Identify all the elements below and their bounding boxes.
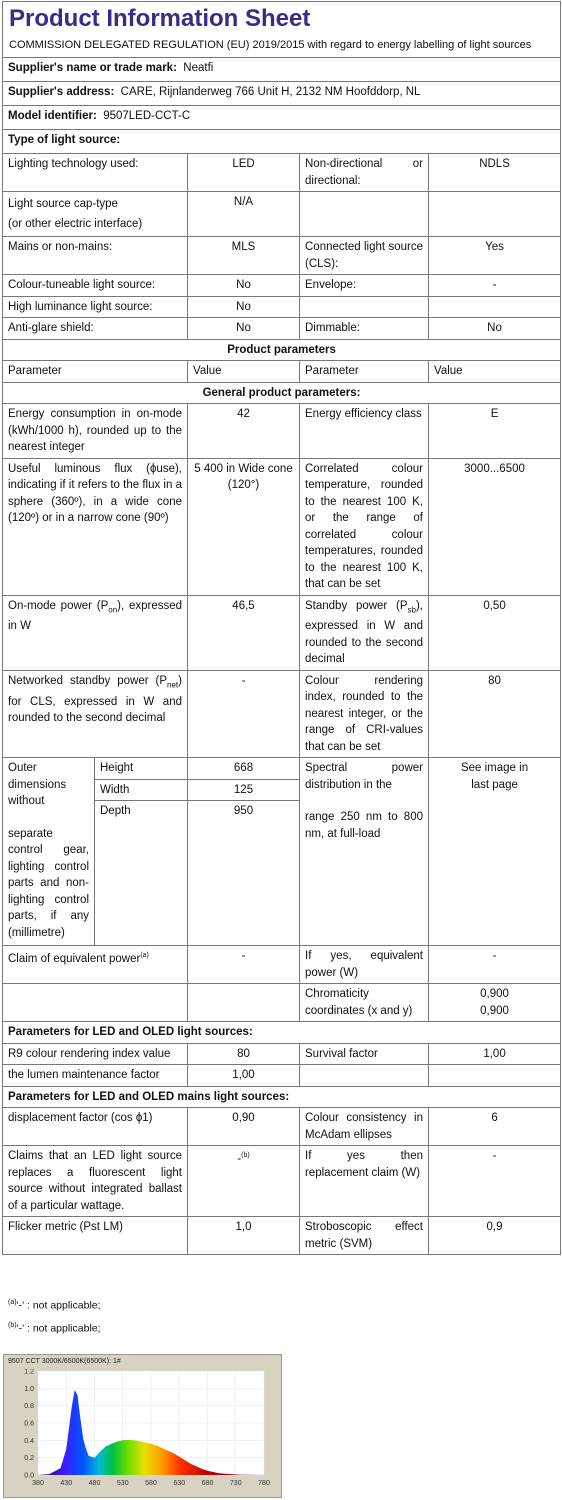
anti-glare-value: No — [188, 318, 300, 340]
x-tick-label: 730 — [229, 1480, 242, 1487]
r9-value: 80 — [188, 1043, 300, 1065]
page-title: Product Information Sheet — [9, 5, 311, 32]
spd-label: Spectral power distribution in the range 250 nm to 800 nm, at full-load — [300, 758, 429, 946]
y-tick-label: 0.4 — [24, 1437, 34, 1445]
x-tick-label: 580 — [145, 1480, 157, 1487]
product-information-sheet — [2, 1, 560, 1255]
replacement-claim-label: If yes then replacement claim (W) — [300, 1146, 429, 1217]
dir-label: Non-directional or directional: — [300, 154, 429, 192]
cct-value: 3000...6500 — [429, 458, 561, 595]
supplier-address: CARE, Rijnlanderweg 766 Unit H, 2132 NM Hoofddorp, NL — [120, 86, 421, 98]
displacement-value: 0,90 — [188, 1108, 300, 1146]
survival-label: Survival factor — [300, 1043, 429, 1065]
chart-title: 9507 CCT 3000K/6500K(6500K): 1# — [8, 1358, 121, 1365]
tune-label: Colour-tuneable light source: — [3, 275, 188, 297]
chromaticity-label: Chromaticity coordinates (x and y) — [300, 984, 429, 1022]
on-mode-power-value: 46,5 — [188, 595, 300, 670]
y-tick-label: 0.6 — [24, 1420, 34, 1428]
stroboscopic-label: Stroboscopic effect metric (SVM) — [300, 1217, 429, 1255]
dir-value: NDLS — [429, 154, 561, 192]
y-tick-label: 1.2 — [24, 1369, 34, 1376]
flicker-value: 1,0 — [188, 1217, 300, 1255]
tune-value: No — [188, 275, 300, 297]
height-label: Height — [95, 758, 188, 780]
lumen-maintenance-value: 1,00 — [188, 1065, 300, 1087]
y-tick-label: 0.0 — [24, 1472, 34, 1480]
cct-label: Correlated colour temperature, rounded to the nearest 100 K, or the range of correlated colour temperatures, rounded to the nearest 100 K, that can be set — [300, 458, 429, 595]
width-label: Width — [95, 779, 188, 801]
x-tick-label: 680 — [201, 1480, 214, 1487]
footnote-a: $^{(a)}$'-' : not applicable; — [8, 1299, 101, 1312]
efficiency-class-value: E — [429, 404, 561, 459]
supplier-name: Neatfi — [183, 62, 214, 74]
mains-heading: Parameters for LED and OLED mains light sources: — [3, 1086, 561, 1108]
mains-value: MLS — [188, 237, 300, 275]
col-header-value: Value — [188, 361, 300, 383]
displacement-label: displacement factor (cos ϕ1) — [3, 1108, 188, 1146]
chromaticity-value: 0,900 0,900 — [429, 984, 561, 1022]
flicker-label: Flicker metric (Pst LM) — [3, 1217, 188, 1255]
cap-value: N/A — [188, 192, 300, 237]
led-heading: Parameters for LED and OLED light sources: — [3, 1022, 561, 1044]
claims-value: -$^{(b)}$ — [188, 1146, 300, 1217]
networked-standby-value: - — [188, 670, 300, 758]
x-tick-label: 630 — [173, 1480, 186, 1487]
colour-consistency-value: 6 — [429, 1108, 561, 1146]
tech-label: Lighting technology used: — [3, 154, 188, 192]
supplier-address-label: Supplier's address: — [8, 86, 115, 98]
supplier-name-label: Supplier's name or trade mark: — [8, 62, 177, 74]
cri-label: Colour rendering index, rounded to the nearest integer, or the range of CRI-values that can be set — [300, 670, 429, 758]
equivalent-power-label: Claim of equivalent power$^{(a)}$ — [3, 946, 188, 984]
r9-label: R9 colour rendering index value — [3, 1043, 188, 1065]
general-heading: General product parameters: — [3, 382, 561, 404]
lumen-maintenance-label: the lumen maintenance factor — [3, 1065, 188, 1087]
mains-label: Mains or non-mains: — [3, 237, 188, 275]
high-luminance-label: High luminance light source: — [3, 296, 188, 318]
dimensions-label: Outer dimensions without separate control gear, lighting control parts and non-lighting control parts, if any (millimetre) — [3, 758, 95, 946]
footnote-b: $^{(b)}$'-' : not applicable; — [8, 1321, 101, 1334]
envelope-label: Envelope: — [300, 275, 429, 297]
colour-consistency-label: Colour consistency in McAdam ellipses — [300, 1108, 429, 1146]
cap-label-2: (or other electric interface) — [8, 218, 143, 230]
equivalent-power-value: - — [188, 946, 300, 984]
cap-label-1: Light source cap-type — [8, 198, 118, 210]
dimmable-label: Dimmable: — [300, 318, 429, 340]
x-tick-label: 530 — [116, 1480, 129, 1487]
y-tick-label: 0.8 — [24, 1403, 34, 1411]
y-tick-label: 0.2 — [24, 1455, 34, 1463]
product-parameters-heading: Product parameters — [3, 339, 561, 361]
claims-label: Claims that an LED light source replaces a fluorescent light source without integrated ballast of a particular wattage. — [3, 1146, 188, 1217]
replacement-claim-value: - — [429, 1146, 561, 1217]
footnotes — [8, 1293, 101, 1338]
height-value: 668 — [188, 758, 300, 780]
cri-value: 80 — [429, 670, 561, 758]
type-heading: Type of light source: — [3, 130, 561, 154]
spectral-distribution-chart — [3, 1354, 282, 1498]
standby-power-label: Standby power $(P_{sb})$, expressed in W and rounded to the second decimal — [300, 595, 429, 670]
y-tick-label: 1.0 — [24, 1385, 34, 1393]
cls-value: Yes — [429, 237, 561, 275]
survival-value: 1,00 — [429, 1043, 561, 1065]
on-mode-power-label: On-mode power $(P_{on})$, expressed in W — [3, 595, 188, 670]
regulation-text: COMMISSION DELEGATED REGULATION (EU) 2019/2015 with regard to energy labelling of light sources — [9, 39, 532, 51]
standby-power-value: 0,50 — [429, 595, 561, 670]
spectrum-plot — [6, 1369, 277, 1494]
equivalent-w-label: If yes, equivalent power (W) — [300, 946, 429, 984]
anti-glare-label: Anti-glare shield: — [3, 318, 188, 340]
width-value: 125 — [188, 779, 300, 801]
luminous-flux-value: 5 400 in Wide cone (120°) — [188, 458, 300, 595]
col-header-value-2: Value — [429, 361, 561, 383]
dimmable-value: No — [429, 318, 561, 340]
envelope-value: - — [429, 275, 561, 297]
luminous-flux-label: Useful luminous flux (ϕuse), indicating if it refers to the flux in a sphere (360º), in a wide cone (120º) or in a narrow cone (90º) — [3, 458, 188, 595]
tech-value: LED — [188, 154, 300, 192]
model-identifier-label: Model identifier: — [8, 110, 97, 122]
x-tick-label: 480 — [88, 1480, 101, 1487]
x-tick-label: 430 — [60, 1480, 73, 1487]
energy-label: Energy consumption in on-mode (kWh/1000 h), rounded up to the nearest integer — [3, 404, 188, 459]
networked-standby-label: Networked standby power $(P_{net})$ for CLS, expressed in W and rounded to the second decimal — [3, 670, 188, 758]
energy-value: 42 — [188, 404, 300, 459]
cls-label: Connected light source (CLS): — [300, 237, 429, 275]
depth-label: Depth — [95, 801, 188, 946]
efficiency-class-label: Energy efficiency class — [300, 404, 429, 459]
info-table — [2, 1, 561, 1255]
high-luminance-value: No — [188, 296, 300, 318]
col-header-parameter: Parameter — [3, 361, 188, 383]
x-tick-label: 780 — [258, 1480, 270, 1487]
spd-value: See image in last page — [429, 758, 561, 946]
equivalent-w-value: - — [429, 946, 561, 984]
stroboscopic-value: 0,9 — [429, 1217, 561, 1255]
col-header-parameter-2: Parameter — [300, 361, 429, 383]
model-identifier: 9507LED-CCT-C — [103, 110, 191, 122]
depth-value: 950 — [188, 801, 300, 946]
x-tick-label: 380 — [32, 1480, 44, 1487]
